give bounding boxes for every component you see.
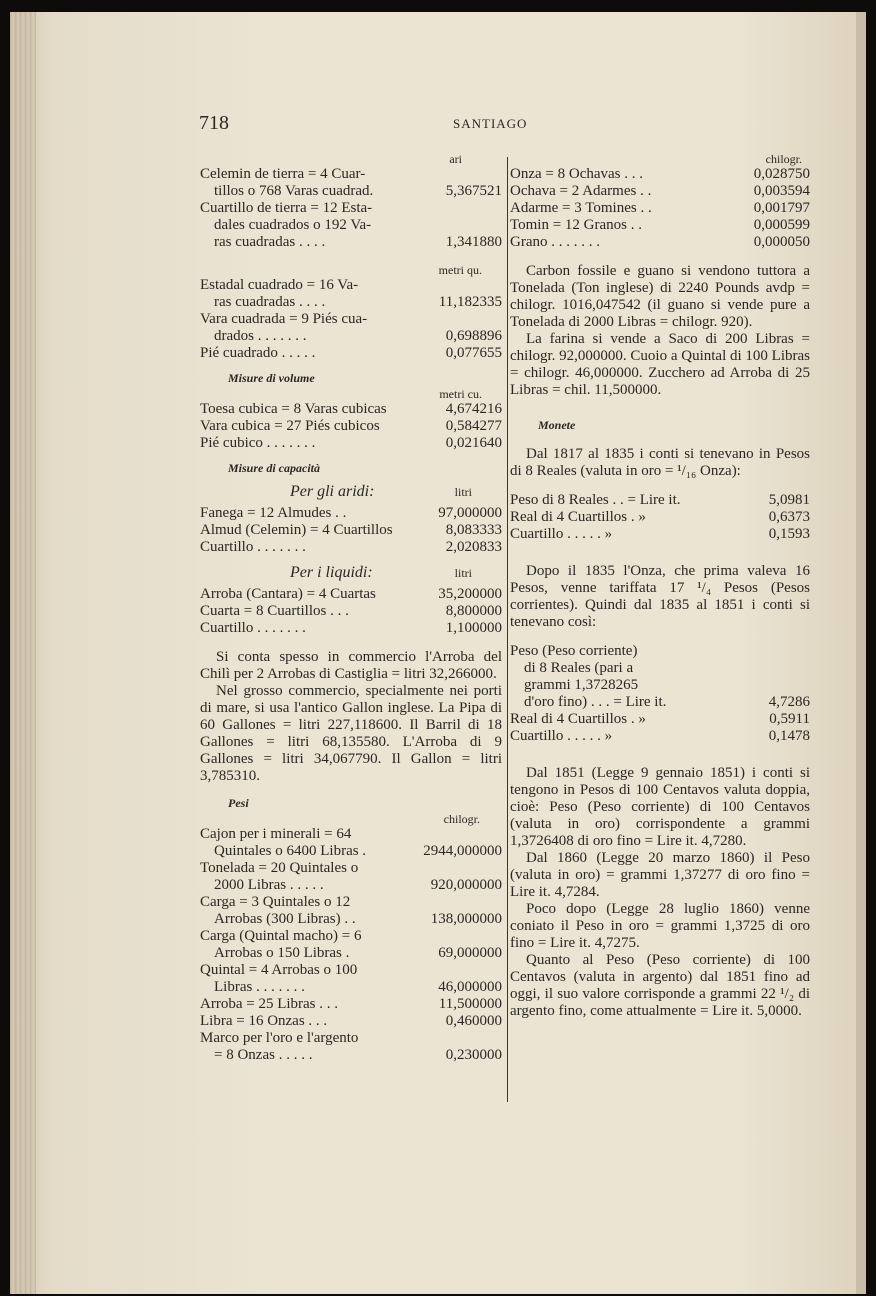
- left-column: [200, 152, 502, 1064]
- entry-toesa: Toesa cubica = 8 Varas cubicas 4,674216: [200, 401, 502, 417]
- entry-cuarta: Cuarta = 8 Cuartillos . . . 8,800000: [200, 603, 502, 619]
- page-number: 718: [199, 112, 229, 134]
- right-column: [510, 152, 810, 1020]
- book-page: [10, 12, 866, 1294]
- paragraph-peso-argento: Quanto al Peso (Peso corriente) di 100 Centavos (valuta in argento) dal 1851 fino ad oggi, il suo valore corrisponde a grammi 22 ¹/₂ di argento fino, come attualmente = Lire it. 5,0000.: [510, 952, 810, 1019]
- paragraph-1860-marzo: Dal 1860 (Legge 20 marzo 1860) il Peso (valuta in oro) = grammi 1,37277 di oro fino = Lire it. 4,7284.: [510, 850, 810, 900]
- entry-celemin: Celemin de tierra = 4 Cuar- tillos o 768 Varas cuadrad. 5,367521: [200, 166, 502, 199]
- entry-almud: Almud (Celemin) = 4 Cuartillos 8,083333: [200, 522, 502, 538]
- entry-libra: Libra = 16 Onzas . . . 0,460000: [200, 1013, 502, 1029]
- unit-metri-cubi: metri cu.: [439, 387, 482, 401]
- entry-pie-cubico: Pié cubico . . . . . . . 0,021640: [200, 435, 502, 451]
- entry-tonelada: Tonelada = 20 Quintales o 2000 Libras . . . . . 920,000000: [200, 860, 502, 893]
- page-edge-stack: [10, 12, 36, 1294]
- entry-pie-cuadrado: Pié cuadrado . . . . . 0,077655: [200, 345, 502, 361]
- entry-grano: Grano . . . . . . . 0,000050: [510, 234, 810, 250]
- entry-vara-cubica: Vara cubica = 27 Piés cubicos 0,584277: [200, 418, 502, 434]
- entry-cuartillo-1835: Cuartillo . . . . . » 0,1478: [510, 728, 810, 744]
- entry-adarme: Adarme = 3 Tomines . . 0,001797: [510, 200, 810, 216]
- subheading-pesi: Pesi: [228, 796, 249, 810]
- entry-cuartillo-tierra: Cuartillo de tierra = 12 Esta- dales cuadrados o 192 Va- ras cuadradas . . . . 1,341880: [200, 200, 502, 250]
- liquidi-heading: Per i liquidi: litri: [290, 564, 472, 581]
- unit-chilogr-right: chilogr.: [765, 152, 802, 166]
- paragraph-carbon: Carbon fossile e guano si vendono tuttora a Tonelada (Ton inglese) di 2240 Pounds avdp = chilogr. 1016,047542 (il guano si vende pure a Tonelada di 2000 Libras = chilogr. 920).: [510, 263, 810, 330]
- entry-cuartillo-1817: Cuartillo . . . . . » 0,1593: [510, 526, 810, 542]
- running-title: SANTIAGO: [453, 116, 528, 131]
- entry-carga-macho: Carga (Quintal macho) = 6 Arrobas o 150 Libras . 69,000000: [200, 928, 502, 961]
- entry-fanega: Fanega = 12 Almudes . . 97,000000: [200, 505, 502, 521]
- paragraph-1860-luglio: Poco dopo (Legge 28 luglio 1860) venne coniato il Peso in oro = grammi 1,3725 di oro fino = Lire it. 4,7275.: [510, 901, 810, 951]
- entry-vara-cuadrada: Vara cuadrada = 9 Piés cua- drados . . . . . . . 0,698896: [200, 311, 502, 344]
- unit-metri-quadri: metri qu.: [438, 263, 482, 277]
- unit-chilogr-left: chilogr.: [443, 812, 480, 826]
- entry-carga: Carga = 3 Quintales o 12 Arrobas (300 Libras) . . 138,000000: [200, 894, 502, 927]
- entry-real-1835: Real di 4 Cuartillos . » 0,5911: [510, 711, 810, 727]
- entry-real-1817: Real di 4 Cuartillos . » 0,6373: [510, 509, 810, 525]
- entry-onza: Onza = 8 Ochavas . . . 0,028750: [510, 166, 810, 182]
- unit-ari: ari: [449, 152, 462, 166]
- paragraph-1817: Dal 1817 al 1835 i conti si tenevano in Pesos di 8 Reales (valuta in oro = ¹/₁₆ Onza):: [510, 446, 810, 479]
- entry-peso-8-reales: Peso di 8 Reales . . = Lire it. 5,0981: [510, 492, 810, 508]
- paragraph-1851: Dal 1851 (Legge 9 gennaio 1851) i conti si tengono in Pesos di 100 Centavos valuta doppia, cioè: Peso (Peso corriente) di 100 Centavos (valuta in oro) corrispondente a grammi 1,3726408 di oro fino = Lire it. 4,7280.: [510, 765, 810, 849]
- subheading-monete: Monete: [538, 418, 576, 432]
- entry-quintal: Quintal = 4 Arrobas o 100 Libras . . . . . . . 46,000000: [200, 962, 502, 995]
- entry-ochava: Ochava = 2 Adarmes . . 0,003594: [510, 183, 810, 199]
- subheading-volume: Misure di volume: [228, 371, 315, 385]
- entry-cuartillo-liquidi: Cuartillo . . . . . . . 1,100000: [200, 620, 502, 636]
- entry-cuartillo-aridi: Cuartillo . . . . . . . 2,020833: [200, 539, 502, 555]
- entry-arroba-cantara: Arroba (Cantara) = 4 Cuartas 35,200000: [200, 586, 502, 602]
- aridi-heading: Per gli aridi: litri: [290, 483, 472, 500]
- column-divider: [507, 157, 508, 1102]
- paragraph-farina: La farina si vende a Saco di 200 Libras = chilogr. 92,000000. Cuoio a Quintal di 100 Libras = chilogr. 46,000000. Zucchero ad Arroba di 25 Libras = chil. 11,500000.: [510, 331, 810, 398]
- page-right-edge: [856, 12, 866, 1294]
- subheading-capacity: Misure di capacità: [228, 461, 320, 475]
- paragraph-gallon: Nel grosso commercio, specialmente nei porti di mare, si usa l'antico Gallon inglese. La Pipa di 60 Gallones = litri 227,118600. Il Barril di 18 Gallones = litri 68,135580. L'Arroba di 9 Gallones = litri 34,067790. Il Gallon = litri 3,785310.: [200, 683, 502, 784]
- paragraph-arroba-chili: Si conta spesso in commercio l'Arroba del Chilì per 2 Arrobas di Castiglia = litri 32,266000.: [200, 649, 502, 682]
- entry-arroba: Arroba = 25 Libras . . . 11,500000: [200, 996, 502, 1012]
- entry-marco: Marco per l'oro e l'argento = 8 Onzas . . . . . 0,230000: [200, 1030, 502, 1063]
- paragraph-1835: Dopo il 1835 l'Onza, che prima valeva 16 Pesos, venne tariffata 17 ¹/₄ Pesos (Pesos corrientes). Quindi dal 1835 al 1851 i conti si tenevano così:: [510, 563, 810, 630]
- entry-peso-corriente: Peso (Peso corriente) di 8 Reales (pari a grammi 1,3728265 d'oro fino) . . . = Lire it. 4,7286: [510, 643, 810, 710]
- entry-cajon: Cajon per i minerali = 64 Quintales o 6400 Libras . 2944,000000: [200, 826, 502, 859]
- entry-estadal: Estadal cuadrado = 16 Va- ras cuadradas . . . . 11,182335: [200, 277, 502, 310]
- entry-tomin: Tomin = 12 Granos . . 0,000599: [510, 217, 810, 233]
